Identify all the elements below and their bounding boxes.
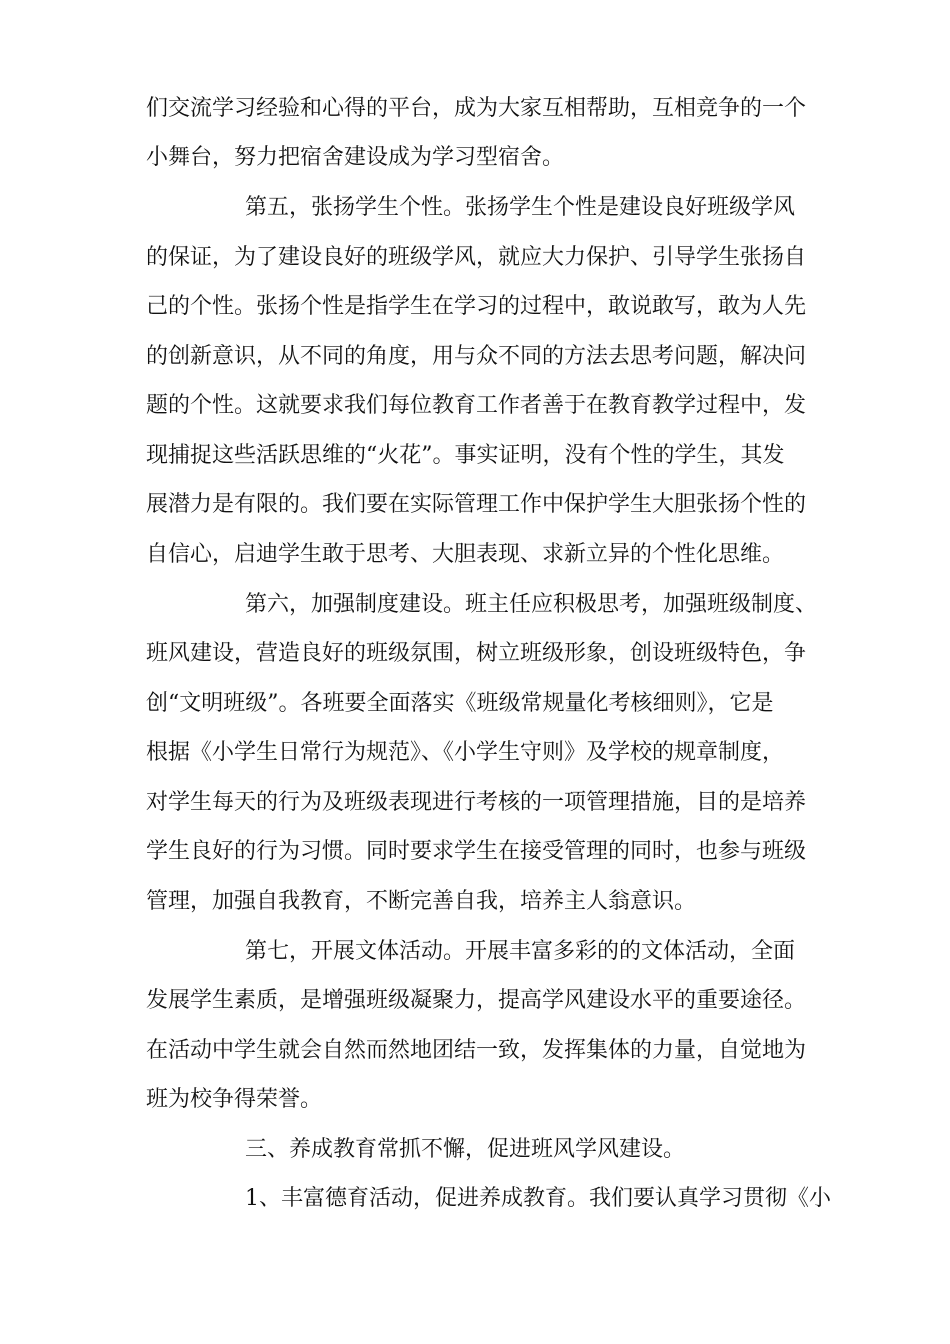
text-line: 在活动中学生就会自然而然地团结一致，发挥集体的力量，自觉地为 [146,1038,807,1063]
text-line: 题的个性。这就要求我们每位教育工作者善于在教育教学过程中，发 [146,393,807,418]
text-line: 1、丰富德育活动，促进养成教育。我们要认真学习贯彻《小 [245,1186,831,1211]
text-line: 们交流学习经验和心得的平台，成为大家互相帮助，互相竞争的一个 [146,96,807,121]
text-line: 根据《小学生日常行为规范》、《小学生守则》及学校的规章制度， [146,740,785,765]
text-line: 发展学生素质，是增强班级凝聚力，提高学风建设水平的重要途径。 [146,988,807,1013]
text-line: 展潜力是有限的。我们要在实际管理工作中保护学生大胆张扬个性的 [146,492,807,517]
section-heading: 三、养成教育常抓不懈，促进班风学风建设。 [245,1137,686,1162]
text-line: 第七，开展文体活动。开展丰富多彩的的文体活动，全面 [245,939,796,964]
text-line: 班风建设，营造良好的班级氛围，树立班级形象，创设班级特色，争 [146,641,807,666]
text-line: 己的个性。张扬个性是指学生在学习的过程中，敢说敢写，敢为人先 [146,294,807,319]
text-line: 第六，加强制度建设。班主任应积极思考，加强班级制度、 [245,592,818,617]
text-line: 对学生每天的行为及班级表现进行考核的一项管理措施，目的是培养 [146,790,807,815]
text-line: 班为校争得荣誉。 [146,1087,323,1112]
text-line: 的创新意识，从不同的角度，用与众不同的方法去思考问题，解决问 [146,344,807,369]
text-line: 现捕捉这些活跃思维的“火花”。事实证明，没有个性的学生，其发 [146,443,785,468]
text-line: 第五，张扬学生个性。张扬学生个性是建设良好班级学风 [245,195,796,220]
text-line: 自信心，启迪学生敢于思考、大胆表现、求新立异的个性化思维。 [146,542,785,567]
text-line: 学生良好的行为习惯。同时要求学生在接受管理的同时，也参与班级 [146,839,807,864]
text-line: 管理，加强自我教育，不断完善自我，培养主人翁意识。 [146,889,697,914]
text-line: 小舞台，努力把宿舍建设成为学习型宿舍。 [146,145,565,170]
text-line: 的保证，为了建设良好的班级学风，就应大力保护、引导学生张扬自 [146,245,807,270]
text-line: 创“文明班级”。各班要全面落实《班级常规量化考核细则》，它是 [146,691,774,716]
